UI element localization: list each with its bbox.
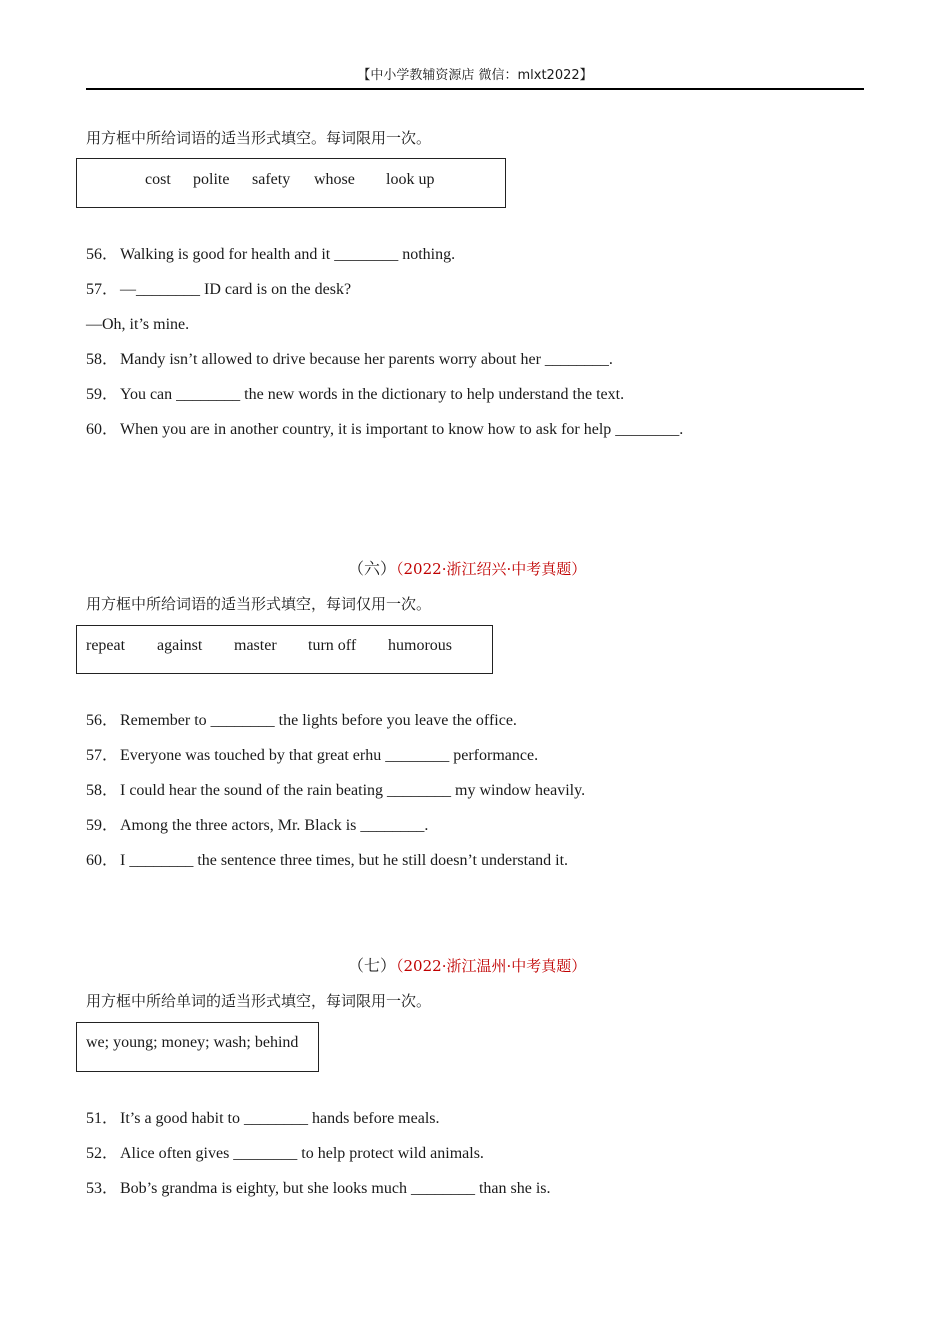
question-text: Everyone was touched by that great erhu ________ performance. bbox=[120, 747, 539, 764]
question-number: 58． bbox=[86, 351, 119, 368]
question-number: 57． bbox=[86, 747, 119, 764]
question-number: 52． bbox=[86, 1145, 119, 1162]
word-item: master bbox=[234, 637, 277, 654]
question-line bbox=[86, 780, 585, 802]
section-source: （2022·浙江绍兴·中考真题） bbox=[396, 560, 587, 578]
word-item: against bbox=[157, 637, 203, 654]
section-1-word-box bbox=[76, 158, 506, 208]
question-line bbox=[86, 384, 624, 406]
word-list: we; young; money; wash; behind bbox=[86, 1034, 299, 1051]
word-item: turn off bbox=[308, 637, 357, 654]
question-text: I could hear the sound of the rain beating ________ my window heavily. bbox=[120, 782, 586, 799]
question-number: 57． bbox=[86, 281, 119, 298]
question-line bbox=[86, 1108, 440, 1130]
question-text: Remember to ________ the lights before you leave the office. bbox=[120, 712, 517, 729]
word-item: whose bbox=[314, 171, 355, 188]
section-2-instruction: 用方框中所给词语的适当形式填空，每词仅用一次。 bbox=[86, 595, 432, 613]
section-number: （六） bbox=[348, 559, 397, 578]
section-2-word-box bbox=[76, 625, 493, 674]
question-text: Alice often gives ________ to help protect wild animals. bbox=[120, 1145, 484, 1162]
question-text: I ________ the sentence three times, but he still doesn’t understand it. bbox=[120, 852, 569, 869]
question-text: Walking is good for health and it ________ nothing. bbox=[120, 246, 456, 263]
word-item: repeat bbox=[86, 637, 126, 654]
question-line bbox=[86, 279, 351, 301]
question-line bbox=[86, 349, 613, 371]
question-text: Among the three actors, Mr. Black is ________. bbox=[120, 817, 429, 834]
word-item: safety bbox=[252, 171, 291, 188]
question-number: 60． bbox=[86, 852, 119, 869]
section-3-instruction: 用方框中所给单词的适当形式填空，每词限用一次。 bbox=[86, 992, 432, 1010]
word-item: look up bbox=[386, 171, 435, 188]
question-line bbox=[86, 1143, 484, 1165]
question-text: —Oh, it’s mine. bbox=[86, 316, 190, 333]
question-text: —________ ID card is on the desk? bbox=[120, 281, 352, 298]
header-text: 【中小学教辅资源店 微信：mlxt2022】 bbox=[357, 68, 593, 83]
question-number: 56． bbox=[86, 712, 119, 729]
word-item: polite bbox=[193, 171, 230, 188]
question-text: When you are in another country, it is important to know how to ask for help ________. bbox=[120, 421, 684, 438]
question-line bbox=[86, 850, 568, 872]
question-number: 58． bbox=[86, 782, 119, 799]
section-1-instruction: 用方框中所给词语的适当形式填空。每词限用一次。 bbox=[86, 129, 432, 147]
section-number: （七） bbox=[348, 956, 397, 975]
question-number: 53． bbox=[86, 1180, 119, 1197]
question-line bbox=[86, 745, 538, 767]
section-2-title bbox=[348, 558, 586, 581]
question-number: 59． bbox=[86, 386, 119, 403]
question-number: 59． bbox=[86, 817, 119, 834]
question-text: Bob’s grandma is eighty, but she looks much ________ than she is. bbox=[120, 1180, 551, 1197]
question-text: You can ________ the new words in the dictionary to help understand the text. bbox=[120, 386, 625, 403]
section-source: （2022·浙江温州·中考真题） bbox=[396, 957, 587, 975]
question-text: It’s a good habit to ________ hands before meals. bbox=[120, 1110, 440, 1127]
question-line bbox=[86, 419, 683, 441]
question-text: Mandy isn’t allowed to drive because her parents worry about her ________. bbox=[120, 351, 613, 368]
question-line bbox=[86, 1178, 550, 1200]
question-line bbox=[86, 710, 517, 732]
word-item: humorous bbox=[388, 637, 452, 654]
section-3-word-box bbox=[76, 1022, 319, 1072]
question-line bbox=[86, 244, 455, 266]
section-3-title bbox=[348, 955, 586, 978]
question-number: 60． bbox=[86, 421, 119, 438]
word-item: cost bbox=[145, 171, 171, 188]
question-line bbox=[86, 815, 428, 837]
answer-line bbox=[86, 314, 189, 336]
question-number: 56． bbox=[86, 246, 119, 263]
question-number: 51． bbox=[86, 1110, 119, 1127]
page-header bbox=[86, 66, 864, 90]
